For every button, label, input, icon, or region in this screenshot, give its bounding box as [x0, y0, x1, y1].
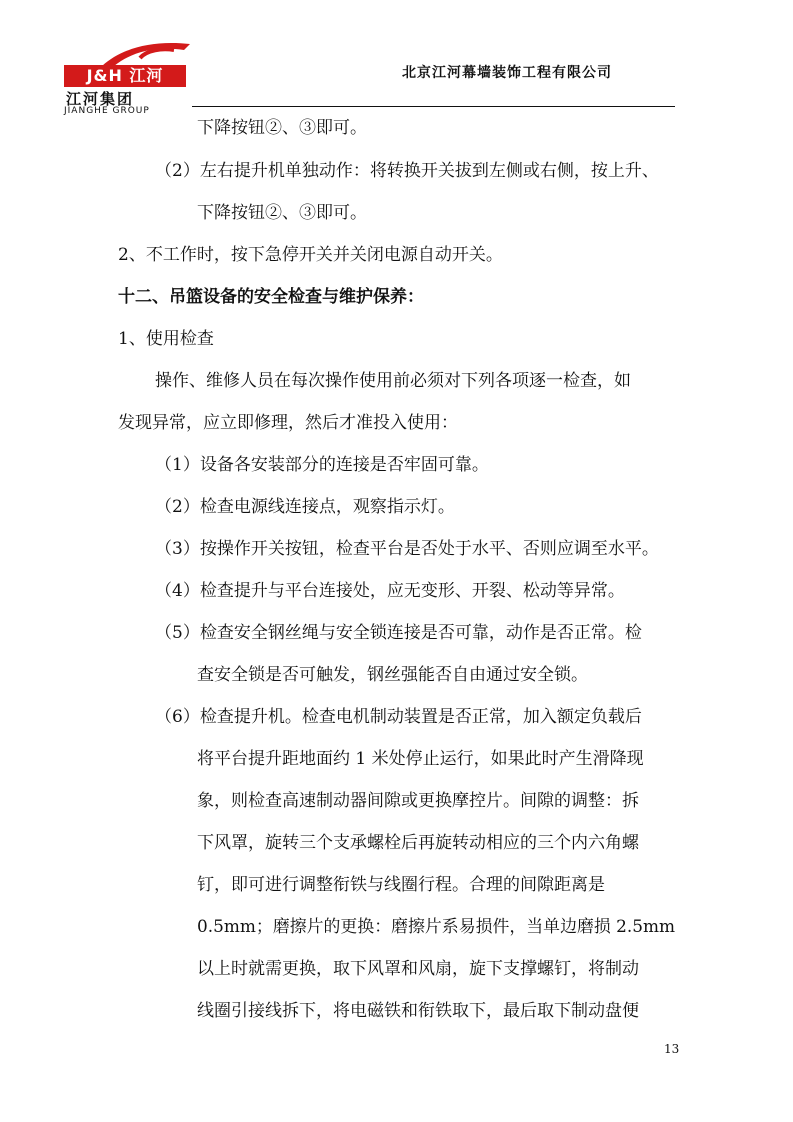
company-logo — [62, 38, 192, 116]
text-line: 下降按钮②、③即可。 — [197, 118, 367, 138]
text-line: 操作、维修人员在每次操作使用前必须对下列各项逐一检查，如 — [155, 371, 631, 391]
logo-badge: J&H 江河 — [64, 65, 186, 87]
list-item: （4）检查提升与平台连接处，应无变形、开裂、松动等异常。 — [155, 581, 625, 601]
section-heading: 十二、吊篮设备的安全检查与维护保养： — [118, 287, 424, 307]
list-item: （3）按操作开关按钮，检查平台是否处于水平、否则应调至水平。 — [155, 539, 659, 559]
list-item: （2）检查电源线连接点，观察指示灯。 — [155, 497, 455, 517]
text-line: 发现异常，应立即修理，然后才准投入使用： — [118, 413, 458, 433]
text-line: 以上时就需更换，取下风罩和风扇，旋下支撑螺钉，将制动 — [197, 959, 639, 979]
logo-english-name: JIANGHE GROUP — [64, 106, 150, 116]
logo-swoosh-icon — [92, 38, 192, 68]
text-line: 下风罩，旋转三个支承螺栓后再旋转动相应的三个内六角螺 — [197, 833, 639, 853]
text-line: 钉，即可进行调整衔铁与线圈行程。合理的间隙距离是 — [197, 875, 605, 895]
text-line: 将平台提升距地面约 1 米处停止运行，如果此时产生滑降现 — [197, 749, 644, 769]
list-item: （5）检查安全钢丝绳与安全锁连接是否可靠，动作是否正常。检 — [155, 623, 642, 643]
company-name: 北京江河幕墙装饰工程有限公司 — [402, 65, 612, 81]
logo-chinese-name: 江河集团 — [66, 90, 135, 108]
page-number: 13 — [664, 1042, 680, 1056]
list-item: （6）检查提升机。检查电机制动装置是否正常，加入额定负载后 — [155, 707, 642, 727]
text-line: 查安全锁是否可触发，钢丝强能否自由通过安全锁。 — [197, 665, 588, 685]
list-item: （1）设备各安装部分的连接是否牢固可靠。 — [155, 455, 489, 475]
text-line: 下降按钮②、③即可。 — [197, 203, 367, 223]
subsection-heading: 1、使用检查 — [118, 329, 214, 349]
header-divider — [192, 106, 675, 107]
text-line: 0.5mm；磨擦片的更换：磨擦片系易损件，当单边磨损 2.5mm — [197, 917, 676, 937]
text-line: 象，则检查高速制动器间隙或更换摩控片。间隙的调整：拆 — [197, 791, 639, 811]
text-line: 2、不工作时，按下急停开关并关闭电源自动开关。 — [118, 245, 503, 265]
text-line: 线圈引接线拆下，将电磁铁和衔铁取下，最后取下制动盘便 — [197, 1001, 639, 1021]
text-line: （2）左右提升机单独动作：将转换开关拔到左侧或右侧，按上升、 — [155, 161, 659, 181]
